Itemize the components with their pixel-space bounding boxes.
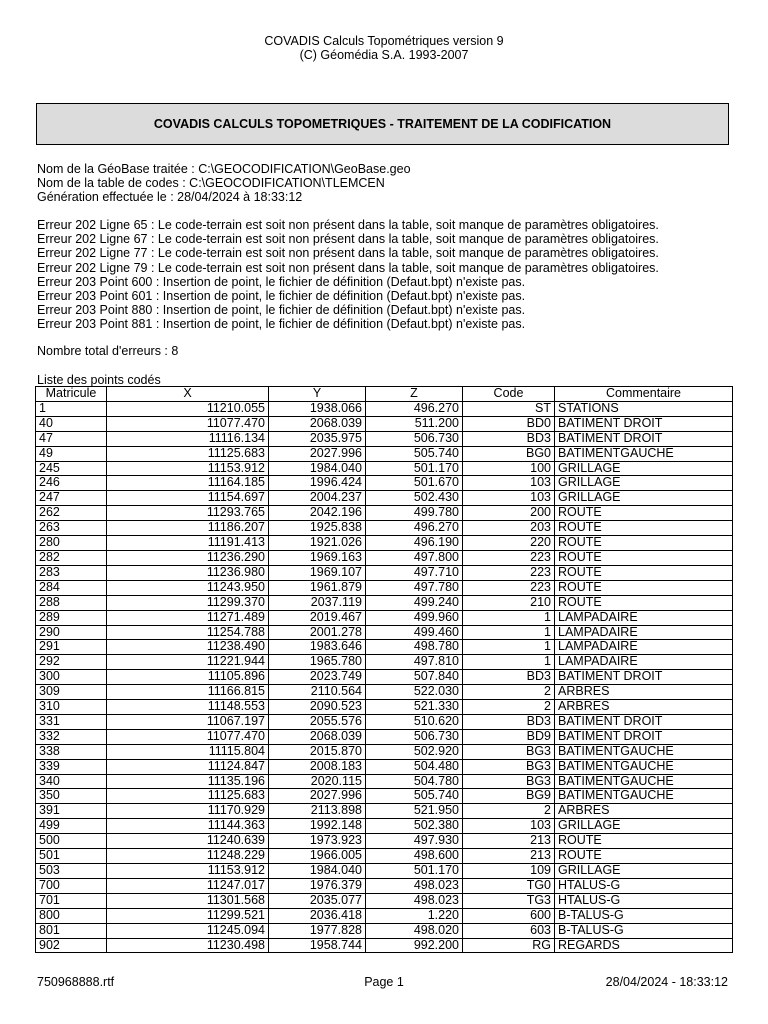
table-row xyxy=(36,416,733,431)
cell-code: BD3 xyxy=(463,431,555,446)
cell-z: 502.430 xyxy=(366,491,463,506)
cell-y: 1966.005 xyxy=(269,849,366,864)
col-matricule: Matricule xyxy=(36,387,107,402)
cell-z: 499.240 xyxy=(366,595,463,610)
cell-code: RG xyxy=(463,938,555,953)
cell-z: 502.920 xyxy=(366,744,463,759)
geobase-line: Nom de la GéoBase traitée : C:\GEOCODIFICATION\GeoBase.geo xyxy=(37,162,411,176)
cell-matricule: 1 xyxy=(36,401,107,416)
cell-matricule: 40 xyxy=(36,416,107,431)
cell-matricule: 902 xyxy=(36,938,107,953)
cell-code: BG0 xyxy=(463,446,555,461)
cell-matricule: 331 xyxy=(36,714,107,729)
cell-y: 2023.749 xyxy=(269,670,366,685)
cell-z: 499.960 xyxy=(366,610,463,625)
cell-z: 498.780 xyxy=(366,640,463,655)
cell-y: 2027.996 xyxy=(269,446,366,461)
cell-code: 210 xyxy=(463,595,555,610)
cell-commentaire: BATIMENT DROIT xyxy=(555,714,733,729)
cell-z: 497.800 xyxy=(366,550,463,565)
cell-x: 11299.521 xyxy=(107,908,269,923)
cell-matricule: 338 xyxy=(36,744,107,759)
error-line: Erreur 203 Point 601 : Insertion de point, le fichier de définition (Defaut.bpt) n'existe pas. xyxy=(37,289,526,304)
report-title: COVADIS CALCULS TOPOMETRIQUES - TRAITEMENT DE LA CODIFICATION xyxy=(153,117,612,131)
cell-x: 11116.134 xyxy=(107,431,269,446)
cell-commentaire: REGARDS xyxy=(555,938,733,953)
cell-commentaire: ARBRES xyxy=(555,700,733,715)
cell-matricule: 282 xyxy=(36,550,107,565)
cell-matricule: 801 xyxy=(36,923,107,938)
cell-matricule: 263 xyxy=(36,521,107,536)
cell-commentaire: ROUTE xyxy=(555,521,733,536)
cell-x: 11170.929 xyxy=(107,804,269,819)
cell-code: 223 xyxy=(463,550,555,565)
cell-commentaire: ARBRES xyxy=(555,685,733,700)
cell-x: 11144.363 xyxy=(107,819,269,834)
table-row xyxy=(36,834,733,849)
cell-x: 11135.196 xyxy=(107,774,269,789)
cell-commentaire: ROUTE xyxy=(555,506,733,521)
cell-z: 498.023 xyxy=(366,878,463,893)
cell-code: 103 xyxy=(463,476,555,491)
cell-code: BD3 xyxy=(463,670,555,685)
cell-y: 1938.066 xyxy=(269,401,366,416)
cell-y: 2068.039 xyxy=(269,729,366,744)
points-list-title: Liste des points codés xyxy=(37,373,161,387)
cell-x: 11153.912 xyxy=(107,864,269,879)
table-row xyxy=(36,804,733,819)
cell-x: 11115.804 xyxy=(107,744,269,759)
cell-x: 11221.944 xyxy=(107,655,269,670)
error-line: Erreur 202 Ligne 79 : Le code-terrain est soit non présent dans la table, soit manque de paramètres obligatoires. xyxy=(37,260,659,275)
cell-code: TG3 xyxy=(463,893,555,908)
cell-code: BD9 xyxy=(463,729,555,744)
table-row xyxy=(36,744,733,759)
table-row xyxy=(36,521,733,536)
footer-filename: 750968888.rtf xyxy=(37,975,115,989)
cell-x: 11230.498 xyxy=(107,938,269,953)
cell-commentaire: BATIMENT DROIT xyxy=(555,729,733,744)
cell-commentaire: STATIONS xyxy=(555,401,733,416)
table-row xyxy=(36,550,733,565)
cell-x: 11125.683 xyxy=(107,789,269,804)
cell-matricule: 500 xyxy=(36,834,107,849)
cell-matricule: 289 xyxy=(36,610,107,625)
cell-z: 496.270 xyxy=(366,521,463,536)
cell-x: 11245.094 xyxy=(107,923,269,938)
cell-commentaire: BATIMENTGAUCHE xyxy=(555,774,733,789)
report-header xyxy=(0,34,768,62)
cell-x: 11247.017 xyxy=(107,878,269,893)
cell-commentaire: GRILLAGE xyxy=(555,864,733,879)
error-line: Erreur 202 Ligne 77 : Le code-terrain est soit non présent dans la table, soit manque de paramètres obligatoires. xyxy=(37,246,659,261)
cell-code: 220 xyxy=(463,536,555,551)
cell-z: 498.600 xyxy=(366,849,463,864)
cell-code: 2 xyxy=(463,685,555,700)
cell-y: 2042.196 xyxy=(269,506,366,521)
cell-commentaire: BATIMENT DROIT xyxy=(555,416,733,431)
cell-z: 497.710 xyxy=(366,565,463,580)
table-row xyxy=(36,759,733,774)
cell-x: 11301.568 xyxy=(107,893,269,908)
cell-x: 11186.207 xyxy=(107,521,269,536)
cell-matricule: 49 xyxy=(36,446,107,461)
cell-y: 1977.828 xyxy=(269,923,366,938)
table-row xyxy=(36,774,733,789)
table-row xyxy=(36,923,733,938)
cell-matricule: 283 xyxy=(36,565,107,580)
cell-commentaire: LAMPADAIRE xyxy=(555,640,733,655)
table-row xyxy=(36,491,733,506)
cell-x: 11210.055 xyxy=(107,401,269,416)
cell-matricule: 309 xyxy=(36,685,107,700)
cell-x: 11105.896 xyxy=(107,670,269,685)
table-row xyxy=(36,670,733,685)
cell-y: 1958.744 xyxy=(269,938,366,953)
cell-x: 11077.470 xyxy=(107,416,269,431)
cell-commentaire: ROUTE xyxy=(555,849,733,864)
cell-code: 100 xyxy=(463,461,555,476)
table-row xyxy=(36,625,733,640)
table-row xyxy=(36,565,733,580)
cell-code: BG9 xyxy=(463,789,555,804)
cell-x: 11153.912 xyxy=(107,461,269,476)
cell-commentaire: BATIMENTGAUCHE xyxy=(555,759,733,774)
cell-code: BD3 xyxy=(463,714,555,729)
cell-matricule: 503 xyxy=(36,864,107,879)
cell-z: 510.620 xyxy=(366,714,463,729)
cell-matricule: 300 xyxy=(36,670,107,685)
cell-commentaire: GRILLAGE xyxy=(555,491,733,506)
table-row xyxy=(36,536,733,551)
cell-y: 1973.923 xyxy=(269,834,366,849)
cell-code: 213 xyxy=(463,834,555,849)
cell-commentaire: HTALUS-G xyxy=(555,893,733,908)
cell-y: 2036.418 xyxy=(269,908,366,923)
generation-line: Génération effectuée le : 28/04/2024 à 18:33:12 xyxy=(37,190,303,205)
col-y: Y xyxy=(269,387,366,402)
cell-code: 109 xyxy=(463,864,555,879)
cell-y: 1965.780 xyxy=(269,655,366,670)
cell-z: 522.030 xyxy=(366,685,463,700)
cell-matricule: 246 xyxy=(36,476,107,491)
cell-matricule: 701 xyxy=(36,893,107,908)
cell-commentaire: LAMPADAIRE xyxy=(555,610,733,625)
cell-code: 1 xyxy=(463,655,555,670)
cell-code: 213 xyxy=(463,849,555,864)
cell-y: 1921.026 xyxy=(269,536,366,551)
table-row xyxy=(36,893,733,908)
table-row xyxy=(36,655,733,670)
cell-commentaire: LAMPADAIRE xyxy=(555,655,733,670)
cell-matricule: 350 xyxy=(36,789,107,804)
total-errors: Nombre total d'erreurs : 8 xyxy=(37,344,179,358)
cell-matricule: 47 xyxy=(36,431,107,446)
cell-y: 2090.523 xyxy=(269,700,366,715)
cell-code: 103 xyxy=(463,819,555,834)
cell-commentaire: GRILLAGE xyxy=(555,461,733,476)
cell-x: 11067.197 xyxy=(107,714,269,729)
cell-x: 11164.185 xyxy=(107,476,269,491)
cell-x: 11271.489 xyxy=(107,610,269,625)
table-row xyxy=(36,789,733,804)
cell-y: 2015.870 xyxy=(269,744,366,759)
cell-y: 2004.237 xyxy=(269,491,366,506)
error-line: Erreur 202 Ligne 65 : Le code-terrain est soit non présent dans la table, soit manque de paramètres obligatoires. xyxy=(37,218,659,232)
cell-y: 1969.163 xyxy=(269,550,366,565)
cell-z: 506.730 xyxy=(366,729,463,744)
table-row xyxy=(36,595,733,610)
cell-commentaire: ROUTE xyxy=(555,580,733,595)
cell-code: 200 xyxy=(463,506,555,521)
cell-code: 600 xyxy=(463,908,555,923)
cell-z: 505.740 xyxy=(366,446,463,461)
cell-matricule: 339 xyxy=(36,759,107,774)
cell-y: 2035.077 xyxy=(269,893,366,908)
footer-page: Page 1 xyxy=(364,975,404,989)
table-row xyxy=(36,729,733,744)
cell-commentaire: BATIMENT DROIT xyxy=(555,670,733,685)
cell-y: 2113.898 xyxy=(269,804,366,819)
cell-z: 498.020 xyxy=(366,923,463,938)
cell-z: 521.950 xyxy=(366,804,463,819)
footer-datetime: 28/04/2024 - 18:33:12 xyxy=(605,975,728,989)
cell-matricule: 310 xyxy=(36,700,107,715)
cell-commentaire: ARBRES xyxy=(555,804,733,819)
cell-matricule: 800 xyxy=(36,908,107,923)
cell-commentaire: BATIMENTGAUCHE xyxy=(555,446,733,461)
cell-commentaire: ROUTE xyxy=(555,834,733,849)
cell-y: 2110.564 xyxy=(269,685,366,700)
cell-x: 11238.490 xyxy=(107,640,269,655)
table-header-row xyxy=(36,387,733,402)
cell-x: 11243.950 xyxy=(107,580,269,595)
cell-z: 504.780 xyxy=(366,774,463,789)
cell-matricule: 700 xyxy=(36,878,107,893)
table-row xyxy=(36,461,733,476)
cell-code: BG3 xyxy=(463,744,555,759)
cell-z: 498.023 xyxy=(366,893,463,908)
cell-x: 11254.788 xyxy=(107,625,269,640)
cell-z: 521.330 xyxy=(366,700,463,715)
cell-y: 2035.975 xyxy=(269,431,366,446)
error-line: Erreur 203 Point 881 : Insertion de point, le fichier de définition (Defaut.bpt) n'existe pas. xyxy=(37,317,526,332)
cell-x: 11191.413 xyxy=(107,536,269,551)
cell-code: 2 xyxy=(463,700,555,715)
table-row xyxy=(36,878,733,893)
cell-matricule: 499 xyxy=(36,819,107,834)
cell-z: 501.170 xyxy=(366,461,463,476)
cell-matricule: 284 xyxy=(36,580,107,595)
cell-z: 507.840 xyxy=(366,670,463,685)
file-info xyxy=(37,162,411,205)
table-row xyxy=(36,580,733,595)
cell-x: 11236.980 xyxy=(107,565,269,580)
cell-z: 499.460 xyxy=(366,625,463,640)
cell-z: 502.380 xyxy=(366,819,463,834)
cell-y: 2068.039 xyxy=(269,416,366,431)
cell-code: TG0 xyxy=(463,878,555,893)
cell-code: 223 xyxy=(463,580,555,595)
cell-y: 1996.424 xyxy=(269,476,366,491)
cell-commentaire: BATIMENT DROIT xyxy=(555,431,733,446)
cell-code: 2 xyxy=(463,804,555,819)
cell-x: 11148.553 xyxy=(107,700,269,715)
cell-commentaire: B-TALUS-G xyxy=(555,923,733,938)
cell-code: 1 xyxy=(463,610,555,625)
table-row xyxy=(36,401,733,416)
cell-y: 1961.879 xyxy=(269,580,366,595)
cell-x: 11125.683 xyxy=(107,446,269,461)
cell-z: 497.930 xyxy=(366,834,463,849)
table-row xyxy=(36,849,733,864)
table-row xyxy=(36,714,733,729)
cell-matricule: 332 xyxy=(36,729,107,744)
cell-z: 511.200 xyxy=(366,416,463,431)
cell-y: 2055.576 xyxy=(269,714,366,729)
cell-matricule: 262 xyxy=(36,506,107,521)
cell-z: 496.270 xyxy=(366,401,463,416)
cell-code: ST xyxy=(463,401,555,416)
cell-commentaire: ROUTE xyxy=(555,565,733,580)
cell-commentaire: GRILLAGE xyxy=(555,819,733,834)
cell-matricule: 291 xyxy=(36,640,107,655)
cell-matricule: 280 xyxy=(36,536,107,551)
table-row xyxy=(36,700,733,715)
table-row xyxy=(36,819,733,834)
table-row xyxy=(36,610,733,625)
cell-commentaire: GRILLAGE xyxy=(555,476,733,491)
error-line: Erreur 203 Point 880 : Insertion de point, le fichier de définition (Defaut.bpt) n'existe pas. xyxy=(37,303,526,318)
cell-y: 2037.119 xyxy=(269,595,366,610)
cell-commentaire: ROUTE xyxy=(555,536,733,551)
cell-matricule: 340 xyxy=(36,774,107,789)
cell-commentaire: B-TALUS-G xyxy=(555,908,733,923)
cell-z: 1.220 xyxy=(366,908,463,923)
cell-x: 11299.370 xyxy=(107,595,269,610)
cell-y: 1983.646 xyxy=(269,640,366,655)
col-commentaire: Commentaire xyxy=(555,387,733,402)
cell-y: 2001.278 xyxy=(269,625,366,640)
cell-y: 2019.467 xyxy=(269,610,366,625)
cell-z: 499.780 xyxy=(366,506,463,521)
cell-matricule: 245 xyxy=(36,461,107,476)
table-row xyxy=(36,431,733,446)
cell-code: 603 xyxy=(463,923,555,938)
cell-x: 11124.847 xyxy=(107,759,269,774)
cell-z: 497.810 xyxy=(366,655,463,670)
cell-code: 203 xyxy=(463,521,555,536)
cell-z: 505.740 xyxy=(366,789,463,804)
cell-x: 11293.765 xyxy=(107,506,269,521)
error-line: Erreur 202 Ligne 67 : Le code-terrain est soit non présent dans la table, soit manque de paramètres obligatoires. xyxy=(37,232,659,247)
cell-z: 506.730 xyxy=(366,431,463,446)
error-line: Erreur 203 Point 600 : Insertion de point, le fichier de définition (Defaut.bpt) n'existe pas. xyxy=(37,274,526,289)
error-list xyxy=(37,218,659,332)
cell-y: 1984.040 xyxy=(269,461,366,476)
coded-points-table xyxy=(35,386,733,953)
cell-commentaire: ROUTE xyxy=(555,595,733,610)
cell-y: 2027.996 xyxy=(269,789,366,804)
cell-x: 11166.815 xyxy=(107,685,269,700)
cell-x: 11154.697 xyxy=(107,491,269,506)
cell-code: 103 xyxy=(463,491,555,506)
cell-commentaire: BATIMENTGAUCHE xyxy=(555,744,733,759)
table-row xyxy=(36,476,733,491)
cell-matricule: 501 xyxy=(36,849,107,864)
cell-y: 1992.148 xyxy=(269,819,366,834)
cell-commentaire: ROUTE xyxy=(555,550,733,565)
table-row xyxy=(36,640,733,655)
table-row xyxy=(36,506,733,521)
cell-code: BD0 xyxy=(463,416,555,431)
cell-y: 2008.183 xyxy=(269,759,366,774)
table-row xyxy=(36,446,733,461)
cell-z: 501.670 xyxy=(366,476,463,491)
cell-y: 1925.838 xyxy=(269,521,366,536)
cell-code: 1 xyxy=(463,625,555,640)
cell-matricule: 292 xyxy=(36,655,107,670)
report-title-box xyxy=(36,103,729,145)
cell-x: 11240.639 xyxy=(107,834,269,849)
cell-y: 2020.115 xyxy=(269,774,366,789)
cell-x: 11236.290 xyxy=(107,550,269,565)
cell-code: 223 xyxy=(463,565,555,580)
cell-code: BG3 xyxy=(463,759,555,774)
cell-y: 1969.107 xyxy=(269,565,366,580)
table-row xyxy=(36,908,733,923)
code-table-line: Nom de la table de codes : C:\GEOCODIFICATION\TLEMCEN xyxy=(37,176,385,191)
col-code: Code xyxy=(463,387,555,402)
table-row xyxy=(36,938,733,953)
cell-matricule: 288 xyxy=(36,595,107,610)
cell-y: 1984.040 xyxy=(269,864,366,879)
cell-y: 1976.379 xyxy=(269,878,366,893)
cell-matricule: 391 xyxy=(36,804,107,819)
cell-z: 992.200 xyxy=(366,938,463,953)
cell-commentaire: LAMPADAIRE xyxy=(555,625,733,640)
cell-code: BG3 xyxy=(463,774,555,789)
cell-code: 1 xyxy=(463,640,555,655)
software-version: COVADIS Calculs Topométriques version 9 xyxy=(264,34,504,48)
cell-x: 11077.470 xyxy=(107,729,269,744)
cell-commentaire: BATIMENTGAUCHE xyxy=(555,789,733,804)
cell-matricule: 290 xyxy=(36,625,107,640)
cell-x: 11248.229 xyxy=(107,849,269,864)
copyright: (C) Géomédia S.A. 1993-2007 xyxy=(299,48,469,62)
col-x: X xyxy=(107,387,269,402)
cell-matricule: 247 xyxy=(36,491,107,506)
table-row xyxy=(36,864,733,879)
cell-z: 496.190 xyxy=(366,536,463,551)
table-row xyxy=(36,685,733,700)
cell-commentaire: HTALUS-G xyxy=(555,878,733,893)
cell-z: 504.480 xyxy=(366,759,463,774)
cell-z: 497.780 xyxy=(366,580,463,595)
col-z: Z xyxy=(366,387,463,402)
cell-z: 501.170 xyxy=(366,864,463,879)
